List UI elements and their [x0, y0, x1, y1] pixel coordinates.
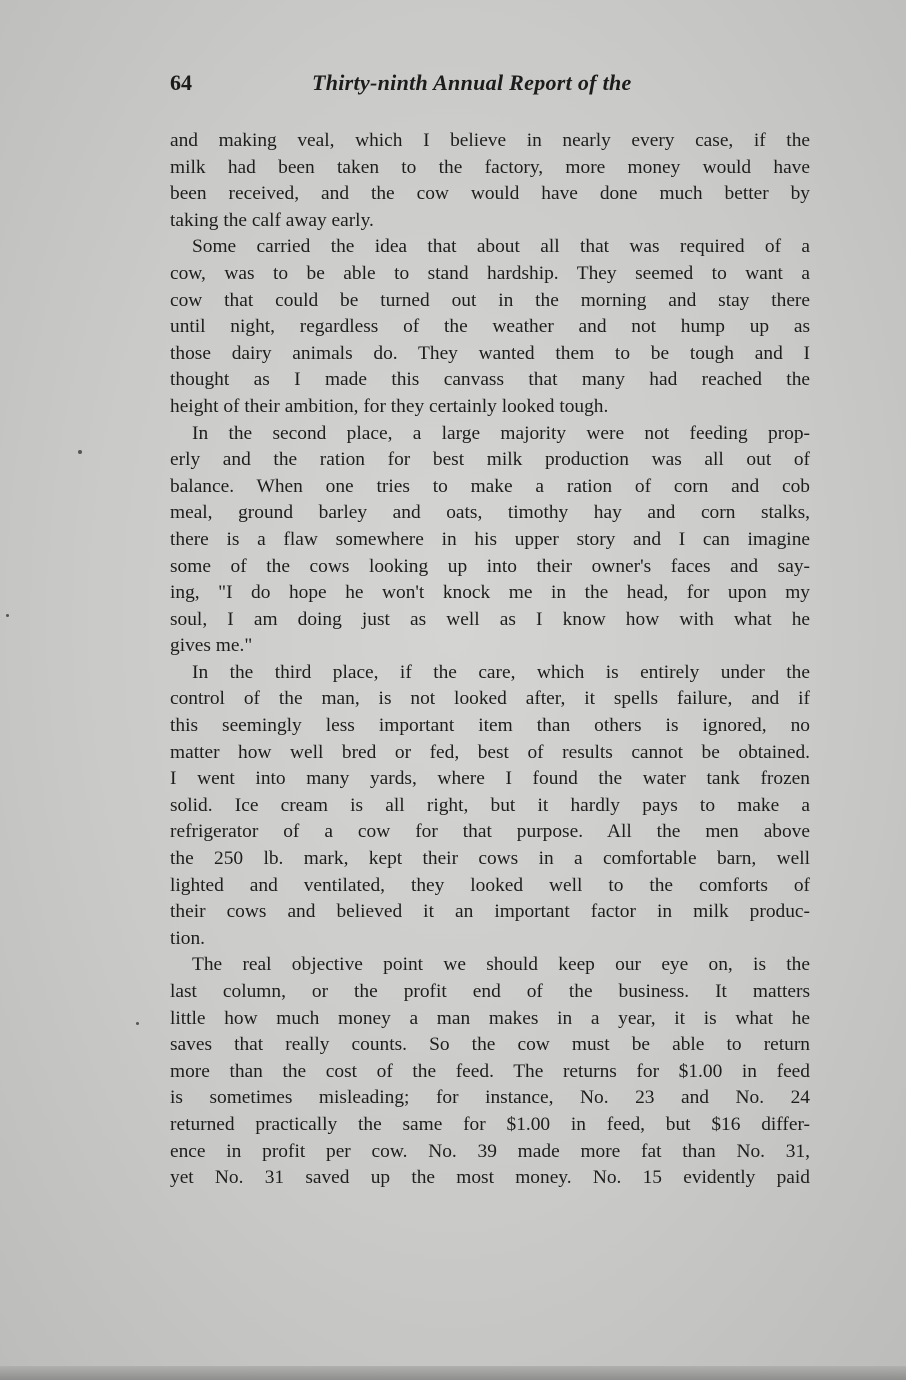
text-line: matter how well bred or fed, best of results cannot be obtained. — [170, 741, 810, 763]
text-line: control of the man, is not looked after, it spells failure, and if — [170, 688, 810, 710]
scan-speck — [6, 614, 9, 617]
text-line: lighted and ventilated, they looked well to the comforts of — [170, 874, 810, 896]
text-line: I went into many yards, where I found the water tank frozen — [170, 768, 810, 790]
text-line: and making veal, which I believe in nearly every case, if the — [170, 130, 810, 151]
scan-speck — [136, 1022, 139, 1025]
text-line: In the third place, if the care, which is entirely under the — [192, 661, 810, 683]
text-line: taking the calf away early. — [170, 209, 374, 231]
text-line: gives me." — [170, 635, 253, 657]
scan-speck — [78, 450, 82, 454]
text-line: balance. When one tries to make a ration of corn and cob — [170, 475, 810, 497]
text-line: height of their ambition, for they certainly looked tough. — [170, 395, 609, 417]
text-line: last column, or the profit end of the business. It matters — [170, 981, 810, 1002]
text-line: soul, I am doing just as well as I know how with what he — [170, 608, 810, 630]
text-line: The real objective point we should keep our eye on, is the — [192, 954, 810, 976]
text-line: returned practically the same for $1.00 in feed, but $16 differ- — [170, 1113, 810, 1135]
body-text — [170, 128, 810, 1192]
page-header — [170, 70, 810, 106]
text-line: been received, and the cow would have done much better by — [170, 183, 810, 205]
text-line: some of the cows looking up into their owner's faces and say- — [170, 555, 810, 577]
text-line: meal, ground barley and oats, timothy hay and corn stalks, — [170, 502, 810, 524]
running-title: Thirty-ninth Annual Report of the — [312, 70, 632, 95]
text-line: ing, "I do hope he won't knock me in the head, for upon my — [170, 582, 810, 604]
text-line: solid. Ice cream is all right, but it hardly pays to make a — [170, 794, 810, 816]
page-bottom-edge — [0, 1366, 906, 1380]
text-line: tion. — [170, 927, 206, 949]
text-line: those dairy animals do. They wanted them to be tough and I — [170, 342, 810, 364]
text-line: erly and the ration for best milk production was all out of — [170, 449, 810, 471]
text-line: ence in profit per cow. No. 39 made more fat than No. 31, — [170, 1140, 810, 1162]
text-line: saves that really counts. So the cow must be able to return — [170, 1034, 810, 1056]
text-line: their cows and believed it an important factor in milk produc- — [170, 901, 810, 923]
text-line: yet No. 31 saved up the most money. No. 15 evidently paid — [170, 1167, 810, 1189]
text-line: this seemingly less important item than others is ignored, no — [170, 715, 810, 737]
text-line: cow that could be turned out in the morning and stay there — [170, 289, 810, 311]
text-line: Some carried the idea that about all that was required of a — [192, 236, 810, 258]
text-line: milk had been taken to the factory, more money would have — [170, 156, 810, 178]
text-line: cow, was to be able to stand hardship. They seemed to want a — [170, 262, 810, 284]
text-line: there is a flaw somewhere in his upper story and I can imagine — [170, 528, 810, 550]
text-line: little how much money a man makes in a year, it is what he — [170, 1007, 810, 1029]
text-line: until night, regardless of the weather and not hump up as — [170, 316, 810, 338]
text-line: refrigerator of a cow for that purpose. All the men above — [170, 821, 810, 843]
text-line: more than the cost of the feed. The returns for $1.00 in feed — [170, 1060, 810, 1082]
text-line: is sometimes misleading; for instance, No. 23 and No. 24 — [170, 1087, 810, 1109]
text-line: the 250 lb. mark, kept their cows in a comfortable barn, well — [170, 848, 810, 870]
page-number: 64 — [170, 70, 192, 95]
text-line: thought as I made this canvass that many had reached the — [170, 369, 810, 391]
text-line: In the second place, a large majority were not feeding prop- — [192, 422, 810, 444]
